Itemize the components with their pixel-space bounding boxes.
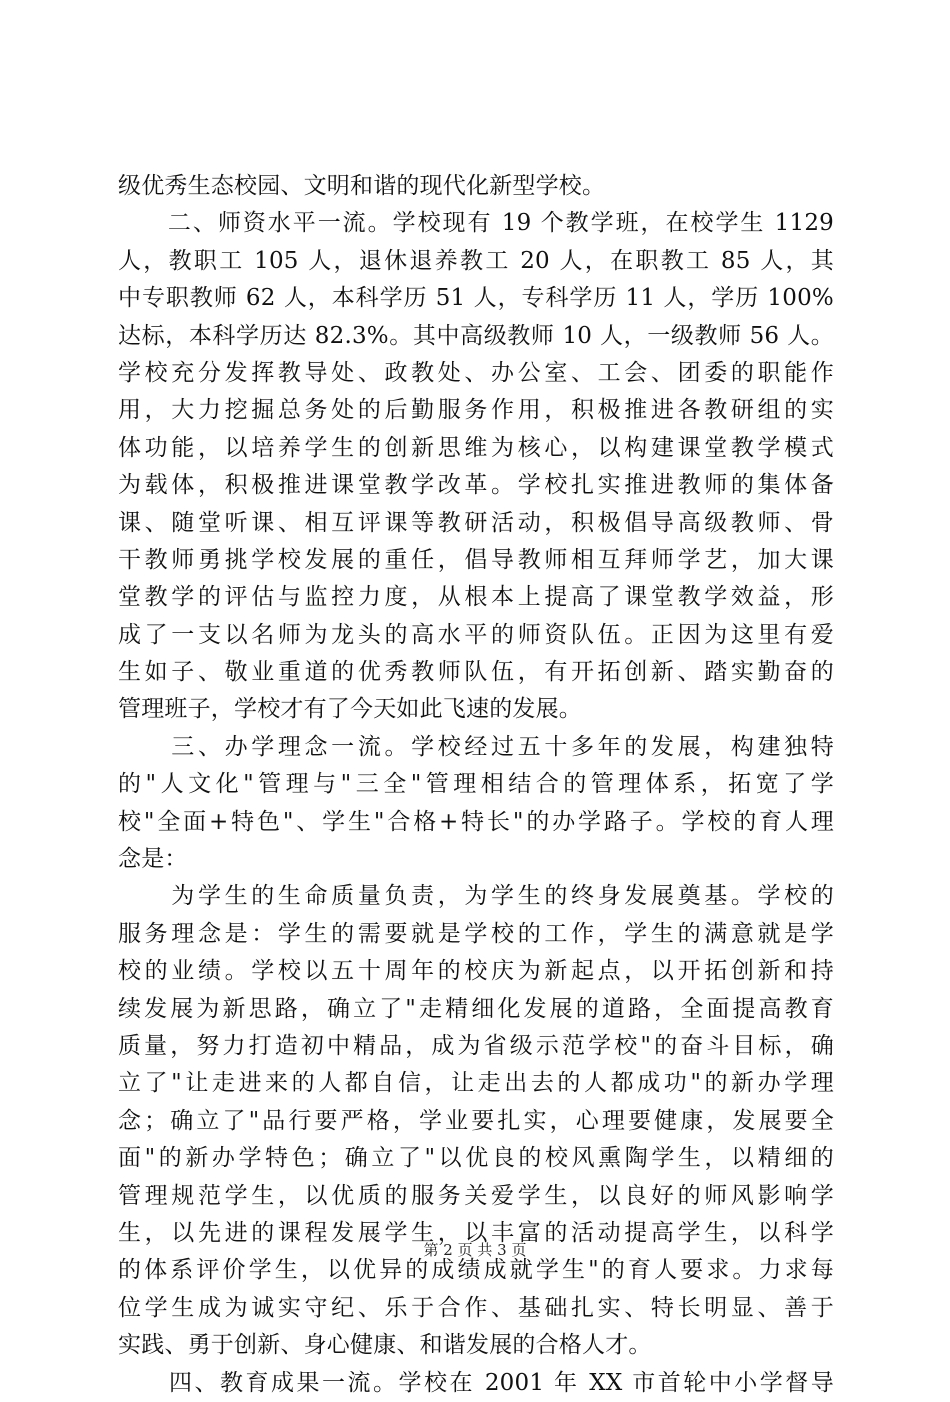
text-line: 为学生的生命质量负责，为学生的终身发展奠基。学校的 bbox=[118, 883, 834, 910]
text-line: 实践、勇于创新、身心健康、和谐发展的合格人才。 bbox=[118, 1332, 652, 1359]
text-line: 四、教育成果一流。学校在 2001 年 XX 市首轮中小学督导 bbox=[118, 1369, 834, 1396]
text-line: 的体系评价学生，以优异的成绩成就学生"的育人要求。力求每 bbox=[118, 1257, 834, 1284]
text-line: 服务理念是：学生的需要就是学校的工作，学生的满意就是学 bbox=[118, 920, 834, 947]
text-line: 中专职教师 62 人，本科学历 51 人，专科学历 11 人，学历 100% bbox=[118, 285, 834, 312]
text-line: 二、师资水平一流。学校现有 19 个教学班，在校学生 1129 bbox=[118, 210, 834, 237]
text-line: 堂教学的评估与监控力度，从根本上提高了课堂教学效益，形 bbox=[118, 584, 834, 611]
body-text bbox=[118, 168, 834, 1402]
text-line: 念；确立了"品行要严格，学业要扎实，心理要健康，发展要全 bbox=[118, 1107, 834, 1134]
text-line: 三、办学理念一流。学校经过五十多年的发展，构建独特 bbox=[118, 733, 834, 760]
text-line: 为载体，积极推进课堂教学改革。学校扎实推进教师的集体备 bbox=[118, 472, 834, 499]
text-line: 干教师勇挑学校发展的重任，倡导教师相互拜师学艺，加大课 bbox=[118, 546, 834, 573]
text-line: 管理规范学生，以优质的服务关爱学生，以良好的师风影响学 bbox=[118, 1182, 834, 1209]
text-line: 成了一支以名师为龙头的高水平的师资队伍。正因为这里有爱 bbox=[118, 621, 834, 648]
text-line: 校"全面+特色"、学生"合格+特长"的办学路子。学校的育人理 bbox=[118, 808, 834, 835]
text-line: 人，教职工 105 人，退休退养教工 20 人，在职教工 85 人，其 bbox=[118, 247, 834, 274]
text-line: 达标，本科学历达 82.3%。其中高级教师 10 人，一级教师 56 人。 bbox=[118, 322, 834, 349]
text-line: 面"的新办学特色；确立了"以优良的校风熏陶学生，以精细的 bbox=[118, 1145, 834, 1172]
text-line: 级优秀生态校园、文明和谐的现代化新型学校。 bbox=[118, 173, 606, 199]
text-line: 校的业绩。学校以五十周年的校庆为新起点，以开拓创新和持 bbox=[118, 958, 834, 985]
text-line: 管理班子，学校才有了今天如此飞速的发展。 bbox=[118, 696, 582, 723]
text-line: 学校充分发挥教导处、政教处、办公室、工会、团委的职能作 bbox=[118, 359, 834, 386]
text-line: 生，以先进的课程发展学生，以丰富的活动提高学生，以科学 bbox=[118, 1219, 834, 1246]
text-line: 体功能，以培养学生的创新思维为核心，以构建课堂教学模式 bbox=[118, 434, 834, 461]
text-line: 念是： bbox=[118, 846, 188, 873]
text-line: 用，大力挖掘总务处的后勤服务作用，积极推进各教研组的实 bbox=[118, 397, 834, 424]
text-line: 位学生成为诚实守纪、乐于合作、基础扎实、特长明显、善于 bbox=[118, 1294, 834, 1321]
text-line: 质量，努力打造初中精品，成为省级示范学校"的奋斗目标，确 bbox=[118, 1032, 834, 1059]
text-line: 立了"让走进来的人都自信，让走出去的人都成功"的新办学理 bbox=[118, 1070, 834, 1097]
text-line: 续发展为新思路，确立了"走精细化发展的道路，全面提高教育 bbox=[118, 995, 834, 1022]
text-line: 生如子、敬业重道的优秀教师队伍，有开拓创新、踏实勤奋的 bbox=[118, 659, 834, 686]
text-line: 课、随堂听课、相互评课等教研活动，积极倡导高级教师、骨 bbox=[118, 509, 834, 536]
page-footer: 第 2 页 共 3 页 bbox=[423, 1241, 527, 1259]
text-line: 的"人文化"管理与"三全"管理相结合的管理体系，拓宽了学 bbox=[118, 771, 834, 798]
